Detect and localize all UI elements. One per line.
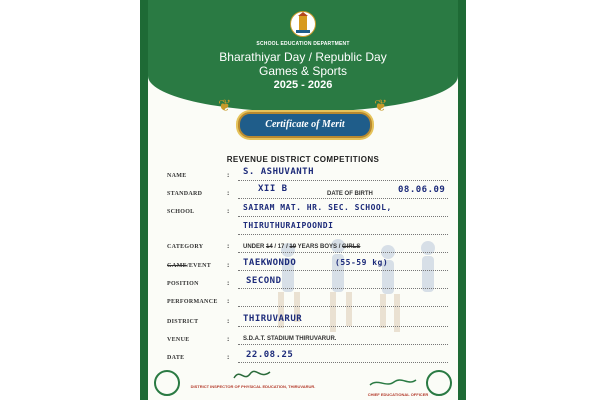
competition-title: REVENUE DISTRICT COMPETITIONS	[226, 155, 380, 164]
venue-line	[238, 344, 448, 345]
name-line	[238, 180, 448, 181]
category-label: CATEGORY	[167, 244, 204, 250]
category-boys: BOYS	[320, 244, 338, 250]
district-label: DISTRICT	[167, 319, 199, 325]
position-value: SECOND	[246, 276, 282, 286]
colon: :	[227, 297, 230, 305]
category-age-19: 19	[289, 244, 297, 250]
flourish-left-icon: ❦	[218, 96, 232, 115]
colon: :	[227, 279, 230, 287]
department-name: SCHOOL EDUCATION DEPARTMENT	[256, 41, 350, 47]
colon: :	[227, 335, 230, 343]
position-label: POSITION	[167, 281, 199, 287]
event-label	[167, 263, 211, 269]
category-age-17: 17	[277, 244, 285, 250]
certificate-card	[148, 0, 458, 400]
dob-value: 08.06.09	[398, 185, 446, 195]
school-value-line1: SAIRAM MAT. HR. SEC. SCHOOL,	[243, 203, 392, 212]
school-label: SCHOOL	[167, 209, 195, 215]
title-line-1: Bharathiyar Day / Republic Day	[219, 50, 387, 64]
academic-year: 2025 - 2026	[273, 79, 333, 91]
corner-ornament-left-icon	[154, 370, 180, 396]
district-value: THIRUVARUR	[243, 314, 303, 324]
corner-ornament-right-icon	[426, 370, 452, 396]
date-value: 22.08.25	[246, 350, 294, 360]
position-line	[238, 288, 448, 289]
colon: :	[227, 171, 230, 179]
signature-right-icon	[368, 376, 418, 390]
flourish-right-icon: ❦	[374, 96, 388, 115]
certificate-frame	[140, 0, 466, 400]
colon: :	[227, 261, 230, 269]
school-line-1	[238, 216, 448, 217]
signature-right-title: CHIEF EDUCATIONAL OFFICER	[367, 392, 429, 397]
certificate-banner	[238, 112, 372, 138]
title-line-2: Games & Sports	[258, 64, 348, 78]
dob-label: DATE OF BIRTH	[327, 191, 373, 197]
date-label: DATE	[167, 355, 185, 361]
venue-value: S.D.A.T. STADIUM THIRUVARUR.	[243, 336, 337, 342]
category-age-14: 14	[266, 244, 273, 250]
certificate-header	[148, 0, 458, 112]
colon: :	[227, 207, 230, 215]
school-value-line2: THIRUTHURAIPOONDI	[243, 221, 334, 230]
category-line	[238, 252, 448, 253]
event-label-game: GAME	[167, 263, 187, 269]
colon: :	[227, 353, 230, 361]
date-line	[238, 362, 448, 363]
colon: :	[227, 189, 230, 197]
category-under: UNDER	[243, 244, 265, 250]
category-years: YEARS	[297, 244, 319, 250]
signature-left-icon	[232, 366, 272, 384]
event-value: TAEKWONDO	[243, 258, 297, 268]
venue-label: VENUE	[167, 337, 190, 343]
standard-value: XII B	[258, 184, 288, 194]
colon: :	[227, 317, 230, 325]
performance-line	[238, 306, 448, 307]
banner-text: Certificate of Merit	[265, 119, 345, 130]
event-label-event: /EVENT	[186, 263, 212, 269]
district-line	[238, 326, 448, 327]
event-line	[238, 270, 448, 271]
signature-left-title: DISTRICT INSPECTOR OF PHYSICAL EDUCATION, THIRUVARUR.	[190, 384, 316, 389]
name-value: S. ASHUVANTH	[243, 167, 315, 177]
category-girls: GIRLS	[342, 244, 361, 250]
performance-label: PERFORMANCE	[167, 299, 218, 305]
name-label: NAME	[167, 173, 187, 179]
standard-label: STANDARD	[167, 191, 203, 197]
colon: :	[227, 242, 230, 250]
category-text: UNDER 14 / 17 / 19 YEARS BOYS / GIRLS	[243, 244, 361, 250]
tamil-nadu-emblem-icon	[290, 10, 316, 38]
standard-line	[238, 198, 448, 199]
event-weight-class: (55-59 kg)	[335, 258, 389, 267]
school-line-2	[238, 234, 448, 235]
